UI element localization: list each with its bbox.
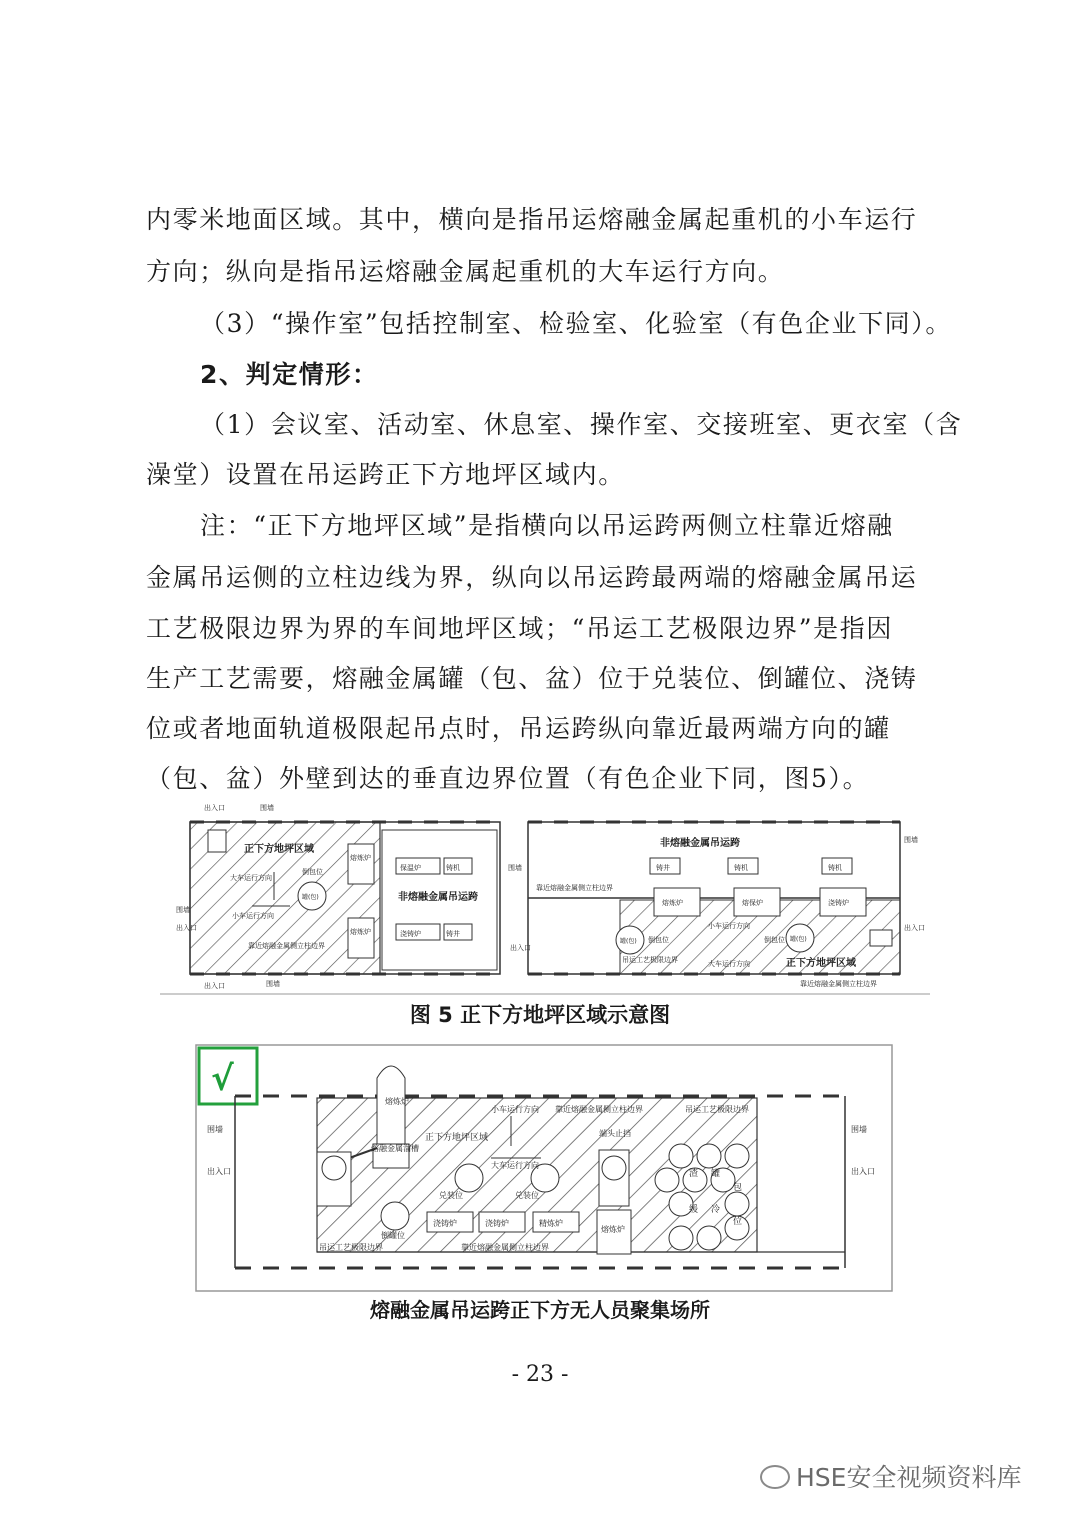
paragraph-line: 位或者地面轨道极限起吊点时，吊运跨纵向靠近最两端方向的罐 [146, 714, 891, 743]
wall-side-label: 围墙 [176, 906, 190, 914]
paragraph-line: 工艺极限边界为界的车间地坪区域；“吊运工艺极限边界”是指因 [146, 614, 893, 643]
wall-label: 围墙 [508, 864, 522, 872]
furnace-label: 熔炼炉 [385, 1097, 409, 1106]
column-line-label: 靠近熔融金属侧立柱边界 [536, 884, 613, 892]
non-molten-span-label: 非熔融金属吊运跨 [398, 892, 478, 903]
casting-well-label: 铸井 [656, 864, 670, 872]
entrance-bottom-label: 出入口 [204, 982, 225, 990]
limit-boundary-label: 吊运工艺极限边界 [319, 1243, 383, 1252]
column-line-label: 靠近熔融金属侧立柱边界 [555, 1105, 643, 1114]
casting-machine-label: 铸机 [446, 864, 460, 872]
holding-furnace-label: 保温炉 [400, 864, 421, 872]
wall-label: 围墙 [207, 1125, 223, 1134]
limit-boundary-label: 吊运工艺极限边界 [622, 956, 678, 964]
ladle-area-char: 渣 [689, 1169, 699, 1179]
column-line-bottom-label: 靠近熔融金属侧立柱边界 [800, 980, 877, 988]
wall-label: 围墙 [260, 804, 274, 812]
ladle-label: 罐(包) [302, 894, 319, 901]
small-car-direction: 小车运行方向 [232, 912, 274, 920]
paragraph-line: （包、盆）外壁到达的垂直边界位置（有色企业下同，图5）。 [146, 764, 870, 793]
page-number: - 23 - [511, 1362, 569, 1387]
zone-title: 正下方地坪区域 [244, 844, 314, 855]
ladle-area-char: 包 [733, 1183, 743, 1193]
column-line-label: 靠近熔融金属侧立柱边界 [461, 1243, 549, 1252]
entrance-label: 出入口 [851, 1167, 875, 1176]
figure5-diagram [160, 800, 930, 998]
entrance-label: 出入口 [510, 944, 531, 952]
paragraph-line: 金属吊运侧的立柱边线为界，纵向以吊运跨最两端的熔融金属吊运 [146, 563, 918, 592]
figure5-caption: 图 5 正下方地坪区域示意图 [409, 1003, 671, 1027]
entrance-label: 出入口 [904, 924, 925, 932]
casting-machine-label: 铸机 [828, 864, 842, 872]
non-molten-span-title: 非熔融金属吊运跨 [660, 838, 740, 849]
big-car-direction: 大车运行方向 [708, 960, 750, 968]
paragraph-line: 方向；纵向是指吊运熔融金属起重机的大车运行方向。 [146, 257, 785, 286]
wall-label: 围墙 [904, 836, 918, 844]
refining-furnace-label: 精炼炉 [539, 1219, 563, 1228]
entrance-side-label: 出入口 [176, 924, 197, 932]
watermark-text: HSE安全视频资料库 [796, 1463, 1022, 1492]
launder-label: 熔融金属溜槽 [371, 1144, 419, 1153]
furnace-label: 熔炼炉 [350, 854, 371, 862]
ladle-area-char: 缓 [689, 1205, 699, 1215]
big-car-direction: 大车运行方向 [230, 874, 272, 882]
furnace-label: 熔炼炉 [601, 1225, 625, 1234]
tilt-position-label: 倒包位 [764, 936, 785, 944]
paragraph-line: 生产工艺需要，熔融金属罐（包、盆）位于兑装位、倒罐位、浇铸 [146, 664, 918, 693]
furnace-label: 熔炼炉 [662, 899, 683, 907]
wall-label: 围墙 [851, 1125, 867, 1134]
charge-position-label: 兑装位 [515, 1191, 539, 1200]
section-heading: 2、判定情形： [200, 360, 379, 389]
tilt-position-label: 倒包位 [302, 868, 323, 876]
paragraph-line: （3）“操作室”包括控制室、检验室、化验室（有色企业下同）。 [200, 309, 952, 338]
paragraph-line: （1）会议室、活动室、休息室、操作室、交接班室、更衣室（含 [200, 410, 963, 439]
zone-title: 正下方地坪区域 [425, 1133, 489, 1143]
holding-furnace-label: 熔保炉 [742, 899, 763, 907]
entrance-label: 出入口 [204, 804, 225, 812]
end-stop-label: 端头止挡 [599, 1129, 631, 1138]
check-icon: √ [211, 1059, 234, 1099]
paragraph-line: 内零米地面区域。其中，横向是指吊运熔融金属起重机的小车运行 [146, 205, 918, 234]
note-line: 注：“正下方地坪区域”是指横向以吊运跨两侧立柱靠近熔融 [200, 511, 894, 540]
wall-bottom-label: 围墙 [266, 980, 280, 988]
casting-furnace-label: 浇铸炉 [828, 899, 849, 907]
figure2-diagram [195, 1044, 893, 1292]
watermark [760, 1458, 1021, 1494]
casting-furnace-label: 浇铸炉 [433, 1219, 457, 1228]
casting-furnace-label: 浇铸炉 [485, 1219, 509, 1228]
casting-well-label: 铸井 [446, 930, 460, 938]
figure5-left-panel [176, 803, 500, 990]
ladle-label: 罐(包) [620, 938, 637, 945]
figure2-caption: 熔融金属吊运跨正下方无人员聚集场所 [370, 1298, 710, 1322]
paragraph-line: 澡堂）设置在吊运跨正下方地坪区域内。 [146, 460, 625, 489]
small-car-direction: 小车运行方向 [708, 922, 750, 930]
figure5-right-panel [508, 822, 925, 988]
ladle-label: 罐(包) [790, 936, 807, 943]
casting-machine-label: 铸机 [734, 864, 748, 872]
ladle-area-char: 位 [733, 1217, 743, 1227]
small-car-direction: 小车运行方向 [491, 1105, 539, 1114]
entrance-label: 出入口 [207, 1167, 231, 1176]
wechat-icon [760, 1465, 790, 1489]
column-line-label: 靠近熔融金属侧立柱边界 [248, 942, 325, 950]
tilt-position-label: 倒包位 [648, 936, 669, 944]
ladle-area-char: 罐 [711, 1169, 721, 1179]
big-car-direction: 大车运行方向 [491, 1161, 539, 1170]
limit-boundary-label: 吊运工艺极限边界 [685, 1105, 749, 1114]
ladle-area-char: 冷 [711, 1205, 721, 1215]
charge-position-label: 兑装位 [439, 1191, 463, 1200]
zone-title: 正下方地坪区域 [786, 958, 856, 969]
casting-furnace-label: 浇铸炉 [400, 930, 421, 938]
furnace-label: 熔炼炉 [350, 928, 371, 936]
tilt-position-label: 倒罐位 [381, 1231, 405, 1240]
